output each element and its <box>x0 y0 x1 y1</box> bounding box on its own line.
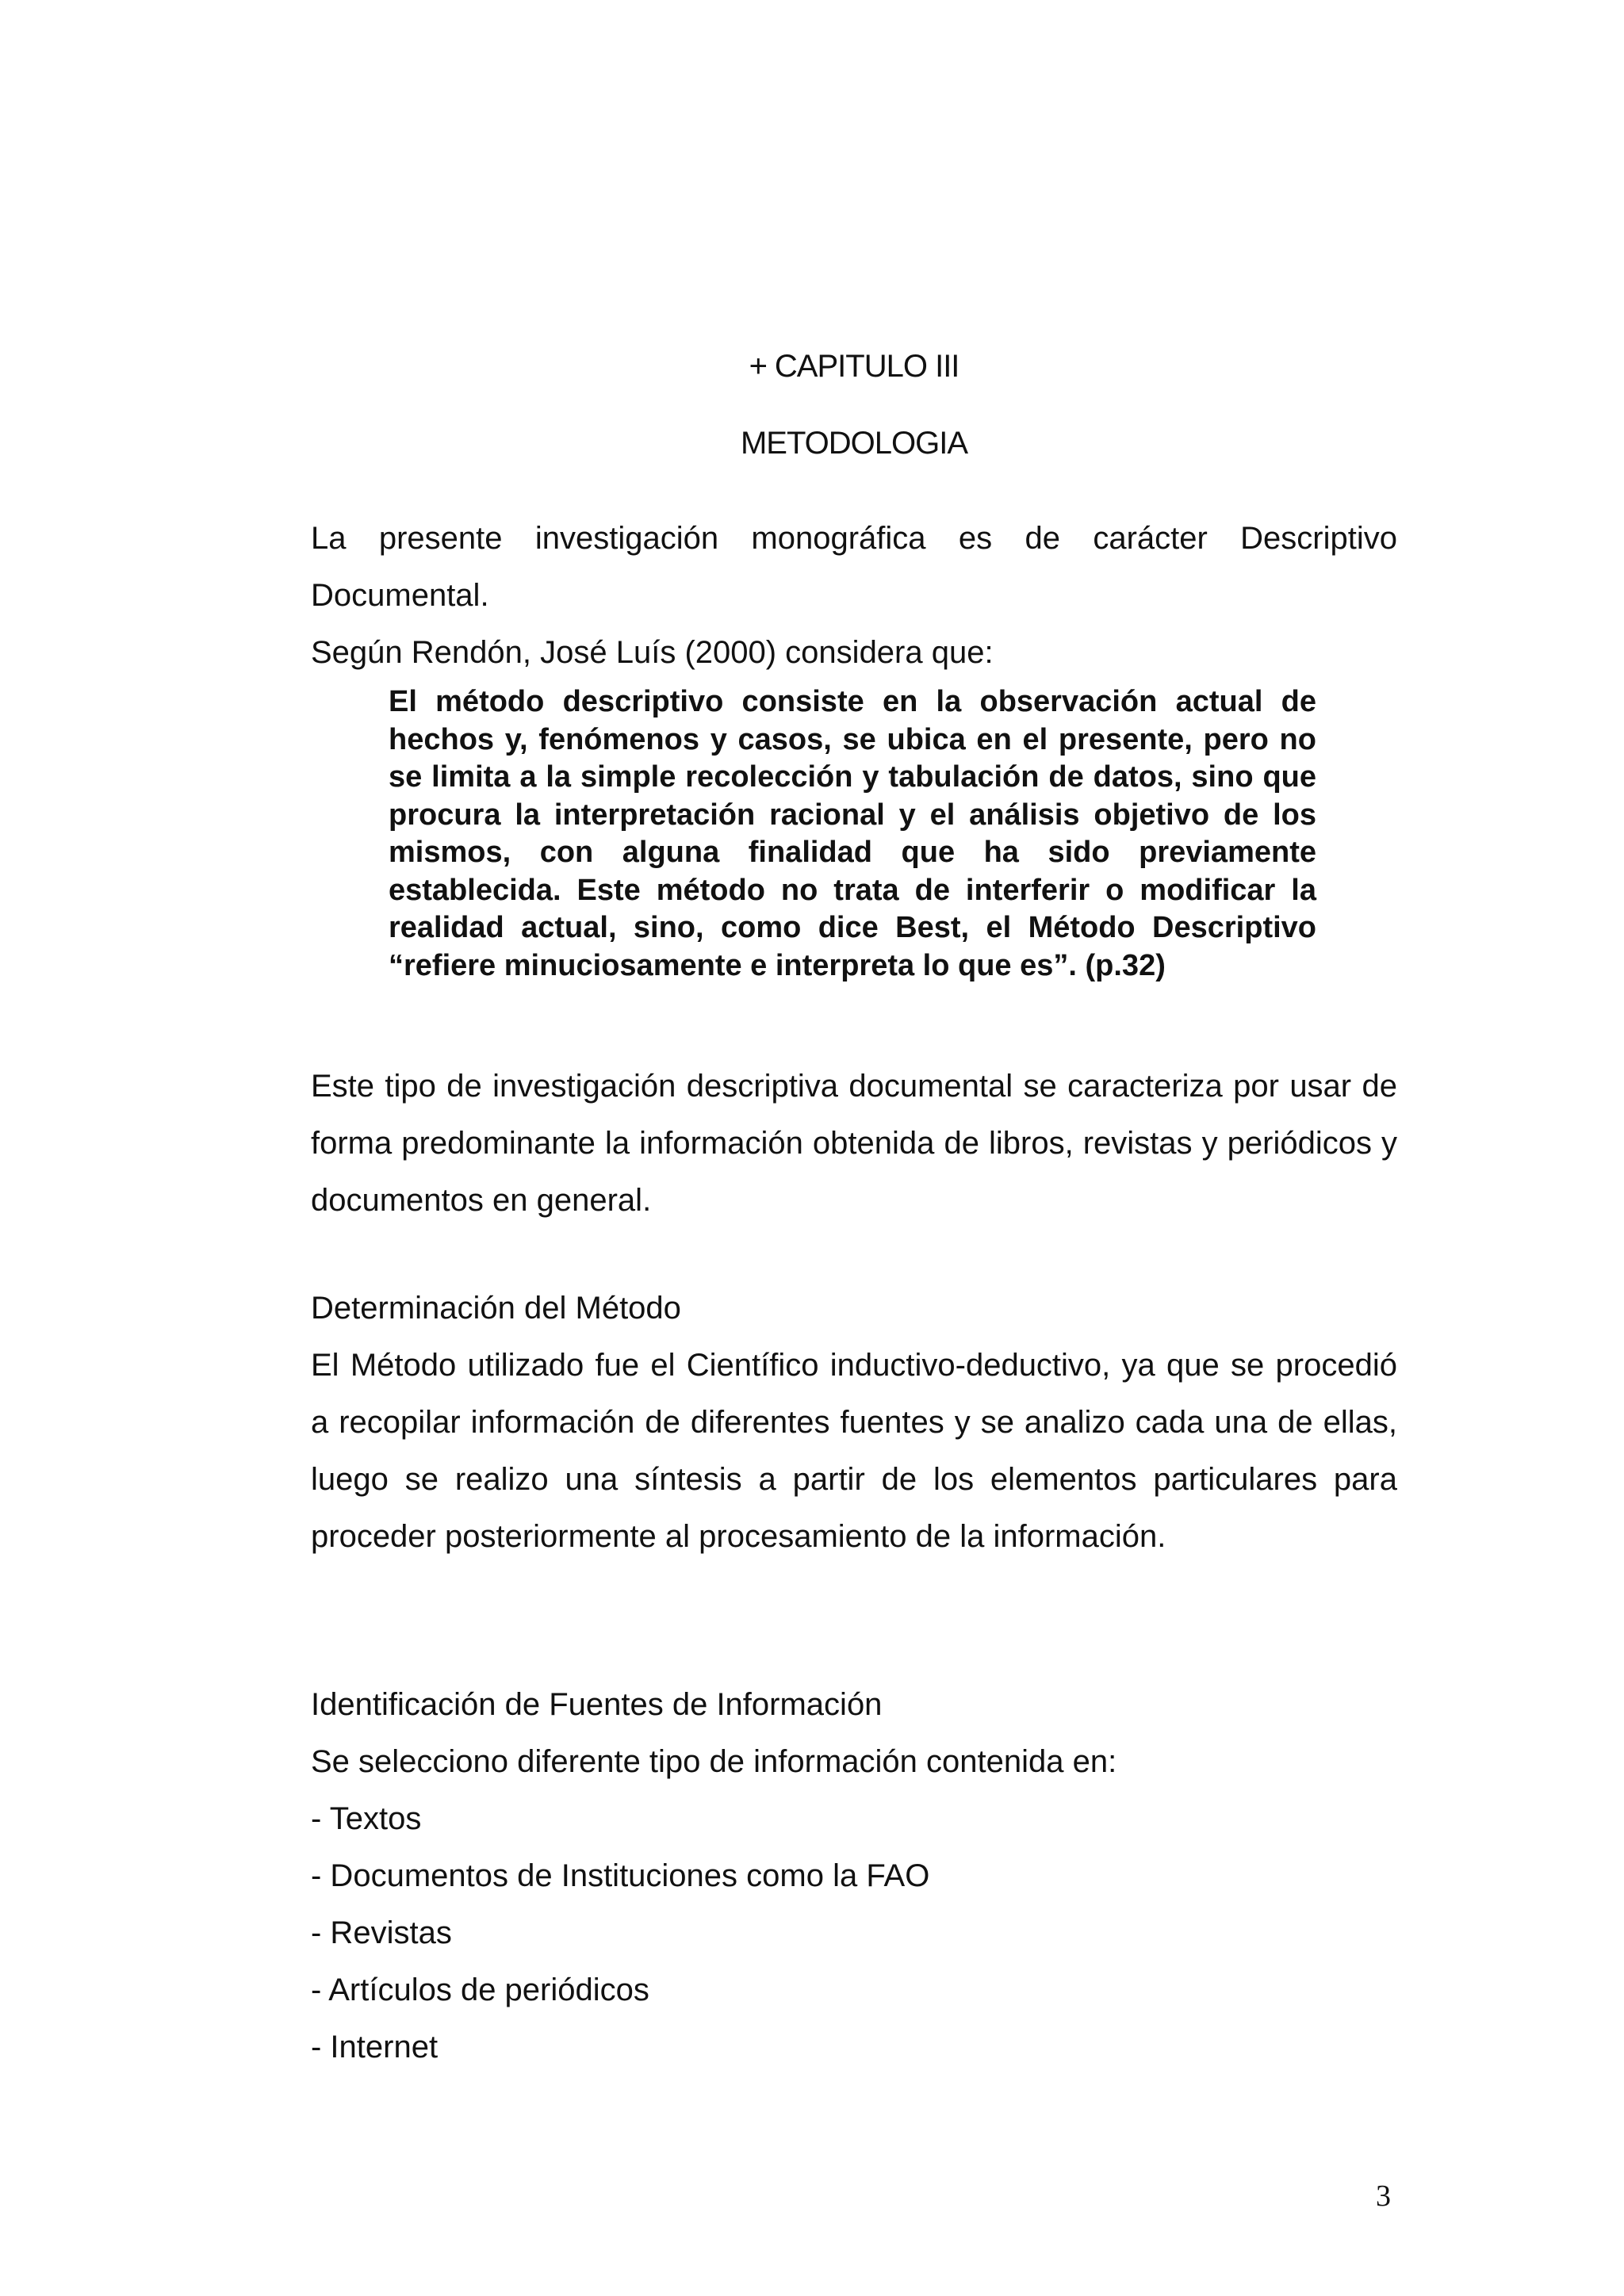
chapter-heading <box>311 347 1397 385</box>
sources-lead: Se selecciono diferente tipo de información contenida en: <box>311 1744 1117 1779</box>
list-item: - Internet <box>311 2030 439 2064</box>
list-item: - Textos <box>311 1801 422 1836</box>
intro-line-2: Documental. <box>311 578 489 613</box>
method-paragraph: El Método utilizado fue el Científico inductivo-deductivo, ya que se procedió a recopilar información de diferentes fuentes y se analizo cada una de ellas, luego se realizo una síntesis a partir de los elementos particulares para proceder posteriormente al procesamiento de la información. <box>311 1348 1397 1554</box>
chapter-marker: + <box>749 349 767 384</box>
list-item: - Revistas <box>311 1915 452 1950</box>
sources-heading: Identificación de Fuentes de Información <box>311 1687 883 1722</box>
section-title: METODOLOGIA <box>740 426 968 461</box>
list-item: - Documentos de Instituciones como la FAO <box>311 1858 930 1893</box>
block-quote: El método descriptivo consiste en la observación actual de hechos y, fenómenos y casos, se ubica en el presente, pero no se limita a la simple recolección y tabulación de datos, sino que procura la interpretación racional y el análisis objetivo de los mismos, con alguna finalidad que ha sido previamente establecida. Este método no trata de interferir o modificar la realidad actual, sino, como dice Best, el Método Descriptivo “refiere minuciosamente e interpreta lo que es”. (p.32) <box>389 685 1316 982</box>
chapter-title: CAPITULO III <box>774 349 959 384</box>
citation-lead: Según Rendón, José Luís (2000) considera que: <box>311 635 994 670</box>
paragraph-documental: Este tipo de investigación descriptiva documental se caracteriza por usar de forma predominante la información obtenida de libros, revistas y periódicos y documentos en general. <box>311 1069 1397 1218</box>
intro-line-1: La presente investigación monográfica es de carácter Descriptivo <box>311 521 1397 556</box>
page-number: 3 <box>1376 2179 1391 2213</box>
method-heading: Determinación del Método <box>311 1291 681 1326</box>
list-item: - Artículos de periódicos <box>311 1973 649 2007</box>
